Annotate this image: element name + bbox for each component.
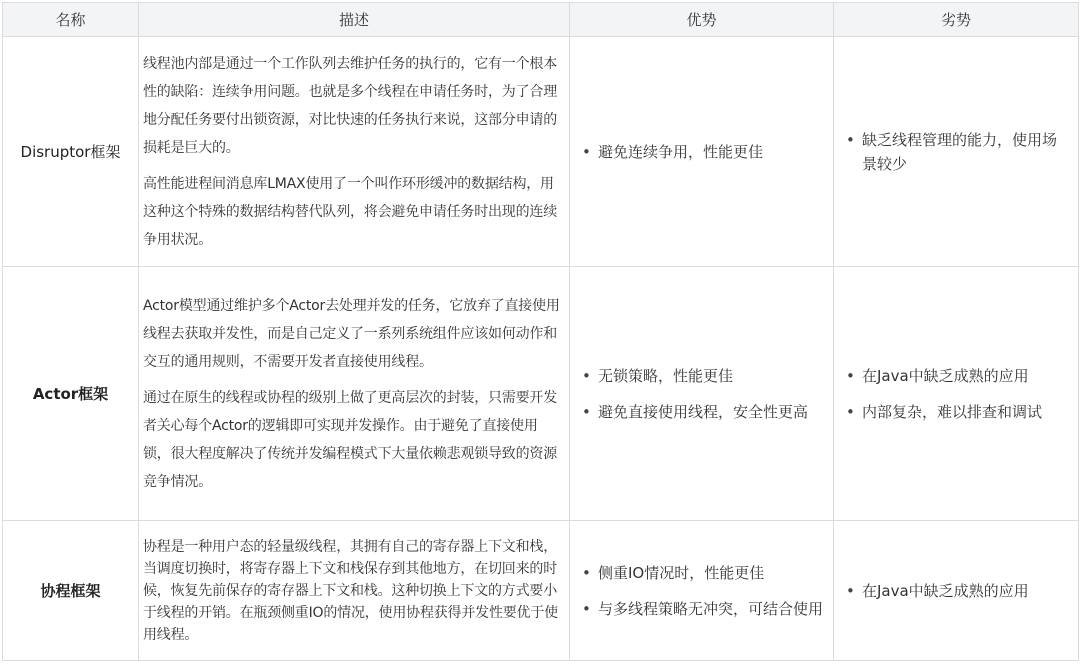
list-item [844,579,1070,603]
header-description: 描述 [139,3,570,37]
advantages-cell [570,267,834,521]
header-advantages: 优势 [570,3,834,37]
list-item-text: 在Java中缺乏成熟的应用 [862,366,1029,385]
table-row [3,521,1079,661]
header-disadvantages: 劣势 [834,3,1079,37]
table-header [3,3,1079,37]
list-item-text: 在Java中缺乏成熟的应用 [862,581,1029,600]
list-item [844,364,1070,388]
description-cell [139,521,570,661]
bullet-icon: • [846,130,855,149]
list-item-text: 缺乏线程管理的能力，使用场景较少 [862,130,1058,173]
list-item [580,561,825,585]
list-item-text: 无锁策略，性能更佳 [598,366,734,385]
description-cell [139,267,570,521]
list-item-text: 避免连续争用，性能更佳 [598,142,764,161]
list-item [580,140,825,164]
advantages-list [580,364,825,424]
list-item [580,364,825,388]
description-paragraph: Actor模型通过维护多个Actor去处理并发的任务，它放弃了直接使用线程去获取并发性，而是自己定义了一系列系统组件应该如何动作和交互的通用规则，不需要开发者直接使用线程。 [143,297,560,370]
disadvantages-list [844,579,1070,603]
list-item [844,400,1070,424]
list-item [580,400,825,424]
bullet-icon: • [582,142,591,161]
disadvantages-list [844,364,1070,424]
advantages-list [580,561,825,621]
list-item [844,128,1070,176]
comparison-table [2,2,1079,661]
description-cell [139,37,570,267]
table-row [3,267,1079,521]
disadvantages-cell [834,267,1079,521]
header-name: 名称 [3,3,139,37]
description-paragraph: 通过在原生的线程或协程的级别上做了更高层次的封装，只需要开发者关心每个Actor的逻辑即可实现并发操作。由于避免了直接使用锁，很大程度解决了传统并发编程模式下大量依赖悲观锁导致的资源竞争情况。 [143,389,557,490]
list-item-text: 与多线程策略无冲突，可结合使用 [598,599,824,618]
disadvantages-cell [834,37,1079,267]
bullet-icon: • [582,599,591,618]
list-item-text: 避免直接使用线程，安全性更高 [598,402,809,421]
bullet-icon: • [846,581,855,600]
disadvantages-cell [834,521,1079,661]
description-paragraph: 协程是一种用户态的轻量级线程，其拥有自己的寄存器上下文和栈，当调度切换时，将寄存器上下文和栈保存到其他地方，在切回来的时候，恢复先前保存的寄存器上下文和栈。这种切换上下文的方式要小于线程的开销。在瓶颈侧重IO的情况，使用协程获得并发性要优于使用线程。 [143,538,558,643]
header-row [3,3,1079,37]
disadvantages-list [844,128,1070,176]
framework-name: Disruptor框架 [3,37,139,267]
advantages-cell [570,521,834,661]
list-item-text: 侧重IO情况时，性能更佳 [598,563,765,582]
description-paragraph: 高性能进程间消息库LMAX使用了一个叫作环形缓冲的数据结构，用这种这个特殊的数据结构替代队列，将会避免申请任务时出现的连续争用状况。 [143,175,557,248]
bullet-icon: • [846,402,855,421]
list-item-text: 内部复杂，难以排查和调试 [862,402,1043,421]
advantages-cell [570,37,834,267]
framework-name: 协程框架 [3,521,139,661]
framework-name: Actor框架 [3,267,139,521]
description-paragraph: 线程池内部是通过一个工作队列去维护任务的执行的，它有一个根本性的缺陷：连续争用问题。也就是多个线程在申请任务时，为了合理地分配任务要付出锁资源，对比快速的任务执行来说，这部分申请的损耗是巨大的。 [143,55,557,156]
bullet-icon: • [582,366,591,385]
bullet-icon: • [582,402,591,421]
bullet-icon: • [846,366,855,385]
list-item [580,597,825,621]
table-row [3,37,1079,267]
advantages-list [580,140,825,164]
bullet-icon: • [582,563,591,582]
